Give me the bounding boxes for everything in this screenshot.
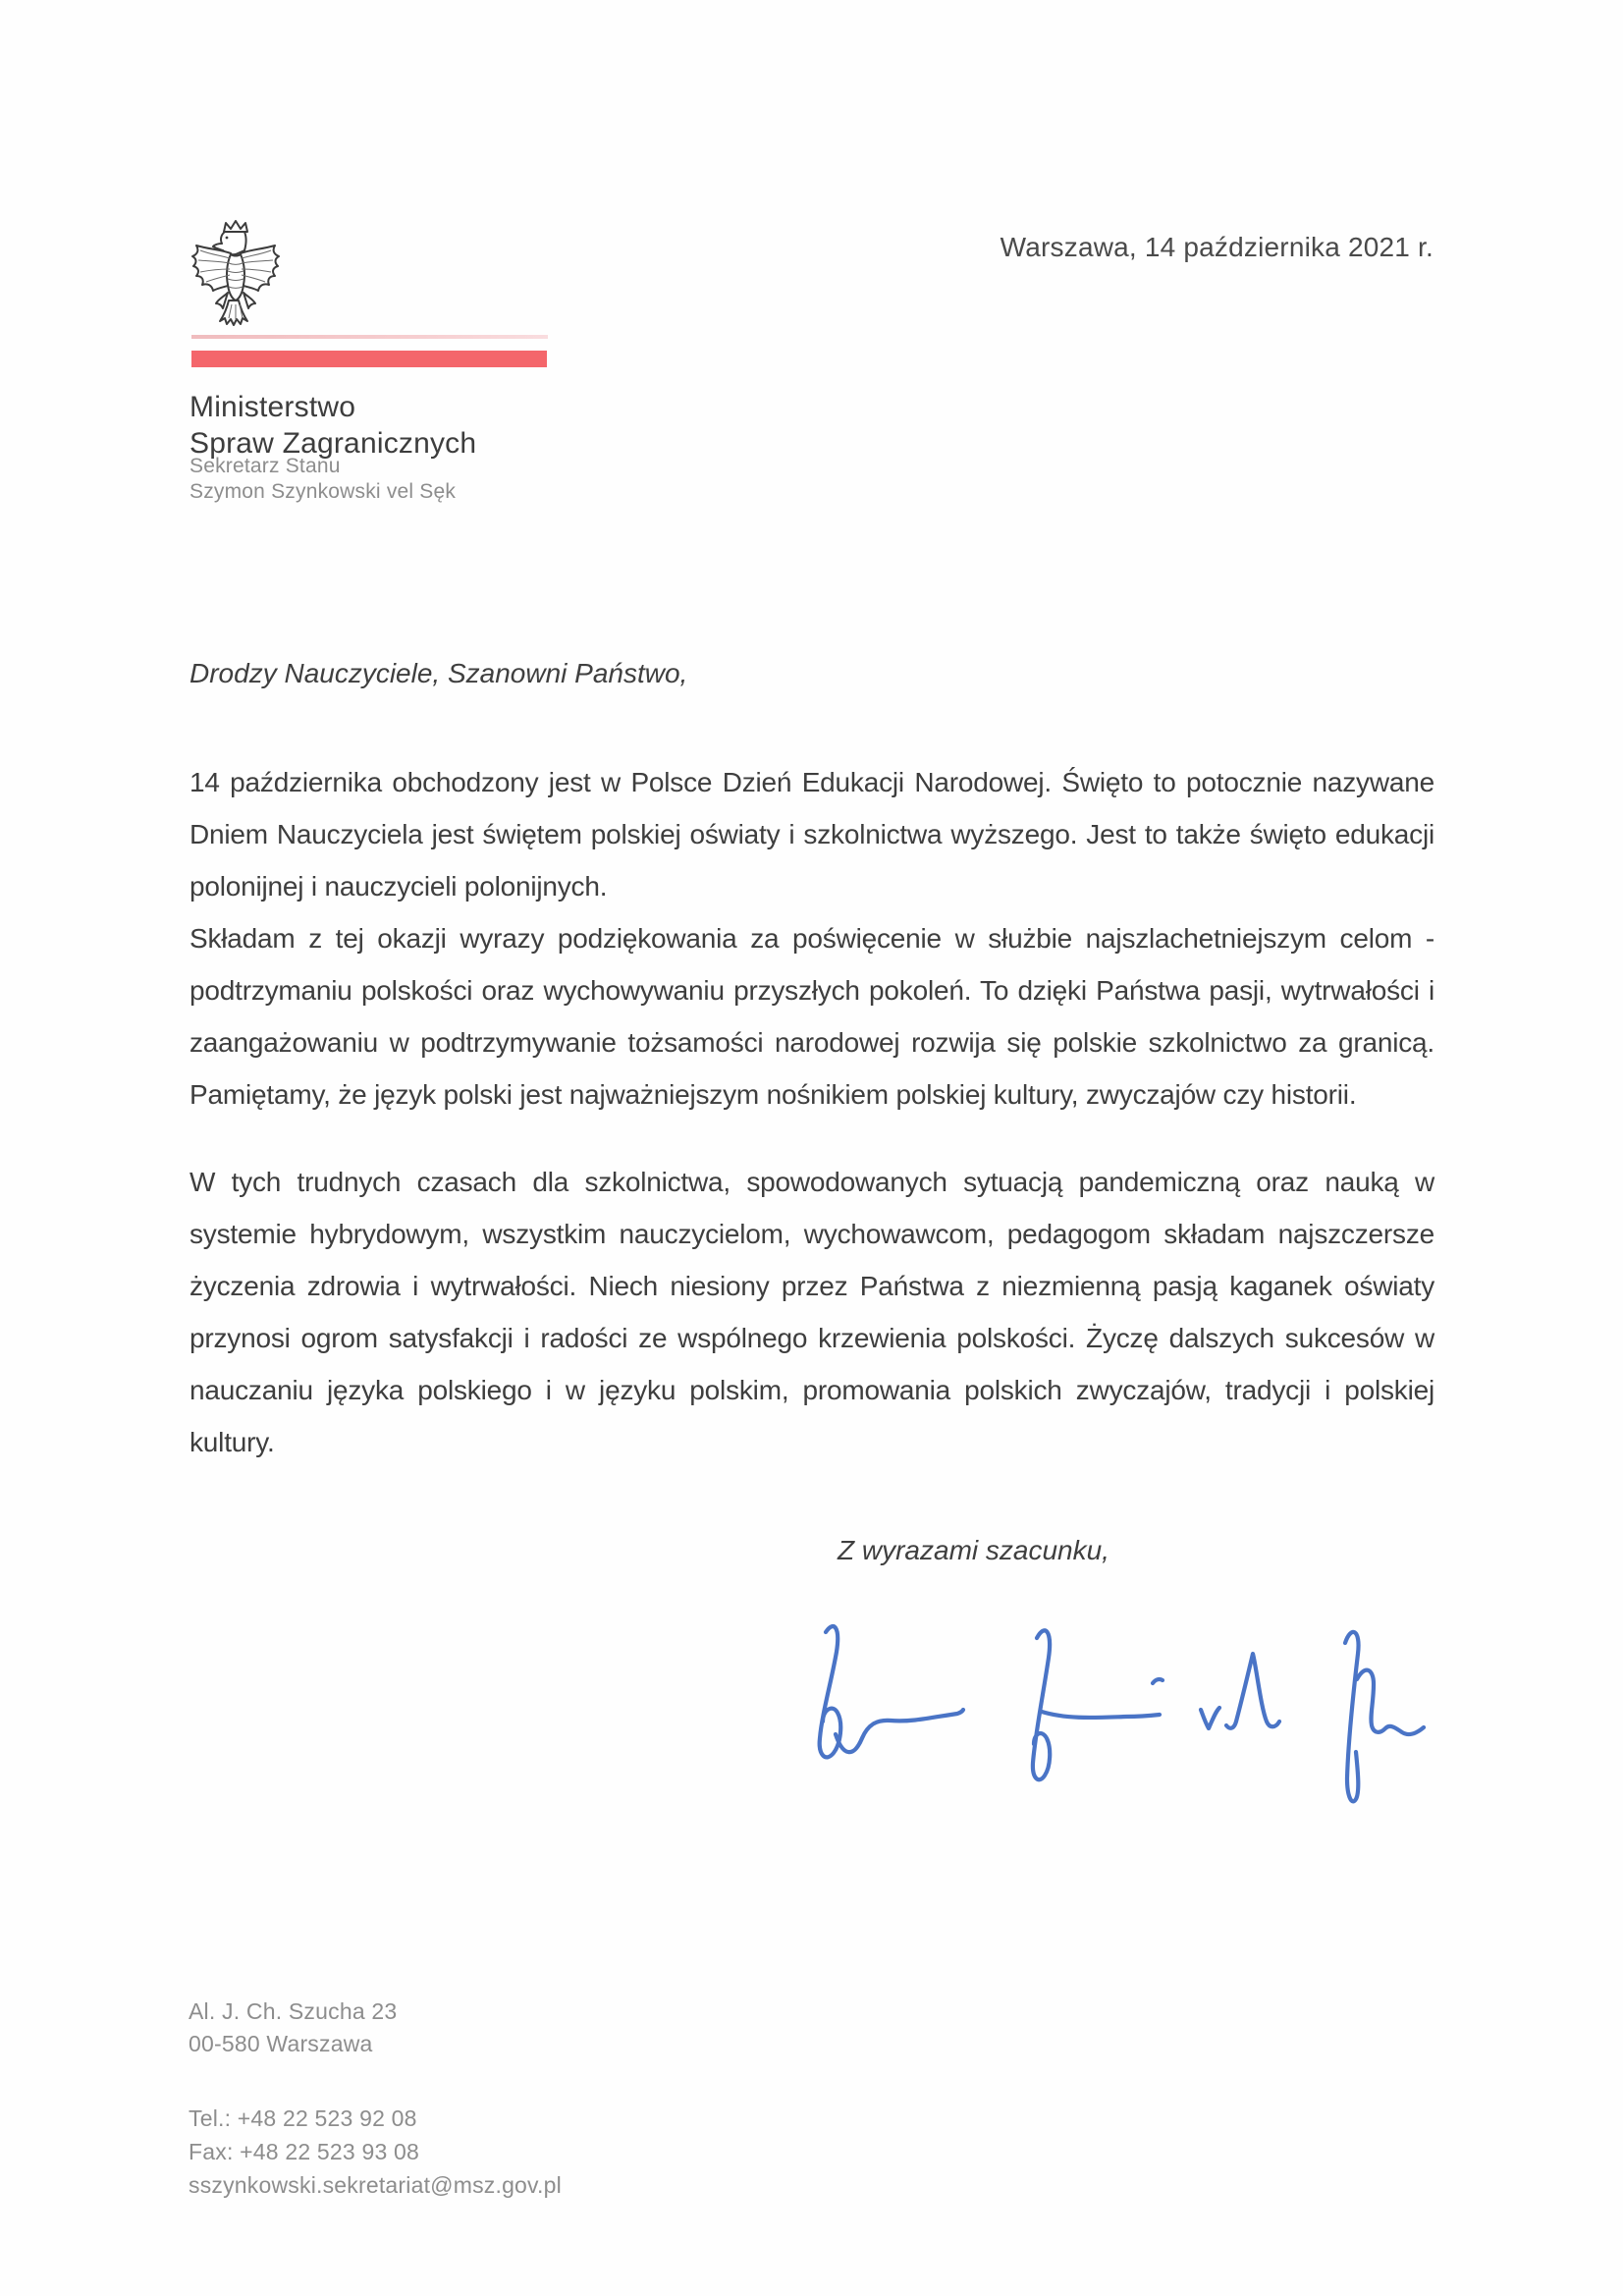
date-line: Warszawa, 14 października 2021 r. [1000, 232, 1434, 262]
footer-street: Al. J. Ch. Szucha 23 [189, 1998, 398, 2024]
footer-contact [189, 2102, 562, 2202]
footer-phone: Tel.: +48 22 523 92 08 [189, 2105, 417, 2131]
footer-city: 00-580 Warszawa [189, 2031, 373, 2056]
sender-name: Szymon Szynkowski vel Sęk [189, 480, 457, 503]
paragraph-1: 14 października obchodzony jest w Polsce Dzień Edukacji Narodowej. Święto to potocznie nazywane Dniem Nauczyciela jest świętem polskiej oświaty i szkolnictwa wyższego. Jest to także święto edukacji polonijnej i nauczycieli polonijnych. [189, 767, 1434, 902]
sender-block [189, 454, 456, 505]
letter-body [189, 756, 1434, 1468]
salutation: Drodzy Nauczyciele, Szanowni Państwo, [189, 658, 688, 688]
paragraph-2: Składam z tej okazji wyrazy podziękowania za poświęcenie w służbie najszlachetniejszym celom - podtrzymaniu polskości oraz wychowywaniu przyszłych pokoleń. To dzięki Państwa pasji, wytrwałości i zaangażowaniu w podtrzymywanie tożsamości narodowej rozwija się polskie szkolnictwo za granicą. Pamiętamy, że język polski jest najważniejszym nośnikiem polskiej kultury, zwyczajów czy historii. [189, 923, 1434, 1110]
ministry-name [189, 389, 476, 462]
closing-phrase: Z wyrazami szacunku, [838, 1535, 1109, 1565]
polish-eagle-emblem-icon [187, 218, 285, 328]
paragraph-3: W tych trudnych czasach dla szkolnictwa, spowodowanych sytuacją pandemiczną oraz nauką w systemie hybrydowym, wszystkim nauczycielom, wychowawcom, pedagogom składam najszczersze życzenia zdrowia i wytrwałości. Niech niesiony przez Państwa z niezmienną pasją kaganek oświaty przynosi ogrom satysfakcji i radości ze wspólnego krzewienia polskości. Życzę dalszych sukcesów w nauczaniu języka polskiego i w języku polskim, promowania polskich zwyczajów, tradycji i polskiej kultury. [189, 1167, 1434, 1457]
footer-address [189, 1995, 397, 2060]
ministry-name-line1: Ministerstwo [189, 391, 356, 423]
handwritten-signature [810, 1618, 1438, 1825]
sender-title: Sekretarz Stanu [189, 455, 341, 477]
ministry-name-line2: Spraw Zagranicznych [189, 427, 477, 460]
letterhead-red-rule [191, 351, 547, 367]
footer-fax: Fax: +48 22 523 93 08 [189, 2139, 420, 2164]
letterhead-pink-rule [191, 335, 548, 339]
footer-email: sszynkowski.sekretariat@msz.gov.pl [189, 2172, 562, 2198]
